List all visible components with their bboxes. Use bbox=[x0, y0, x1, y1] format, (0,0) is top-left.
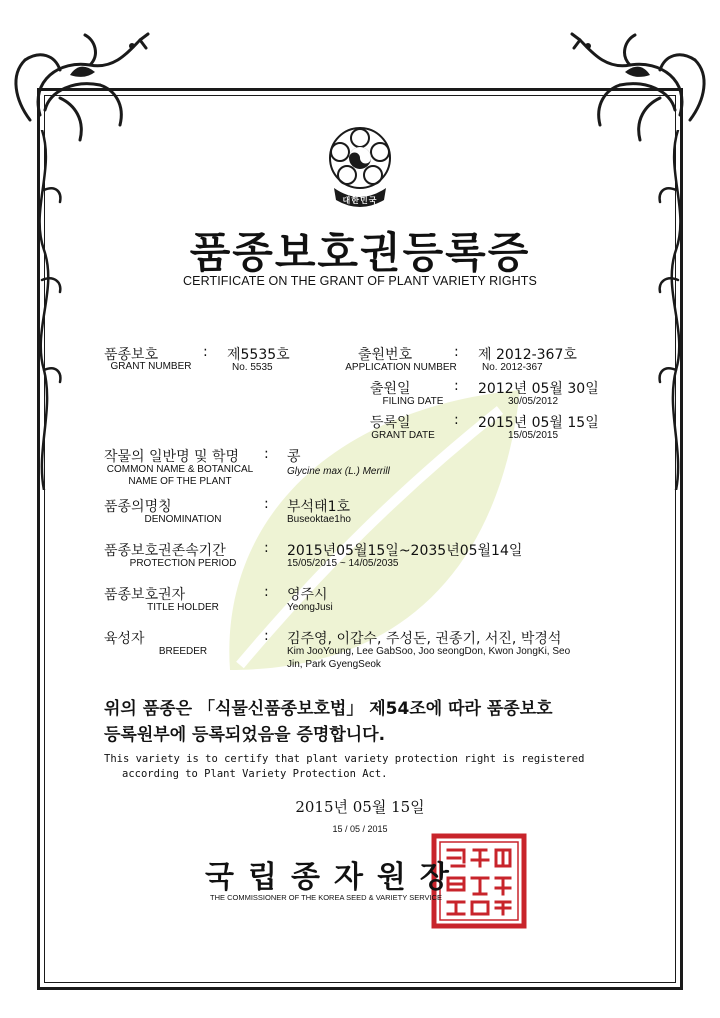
title-holder-value-en: YeongJusi bbox=[287, 602, 333, 613]
breeder-value-en-2: Jin, Park GyengSeok bbox=[287, 659, 381, 670]
protection-period-value-ko: 2015년05월15일~2035년05월14일 bbox=[287, 543, 523, 559]
denomination-value-en: Buseoktae1ho bbox=[287, 514, 351, 525]
grant-date-value-ko: 2015년 05월 15일 bbox=[478, 415, 599, 431]
filing-date-value-en: 30/05/2012 bbox=[508, 396, 559, 407]
title-holder-label-en: TITLE HOLDER bbox=[147, 602, 219, 613]
certification-statement-ko-line-2: 등록원부에 등록되었음을 증명합니다. bbox=[104, 725, 386, 745]
application-number-label-en: APPLICATION NUMBER bbox=[345, 362, 457, 373]
common-name-label-ko: 작물의 일반명 및 학명 bbox=[104, 449, 240, 465]
application-number-value-ko: 제 2012-367호 bbox=[478, 347, 577, 363]
application-number-value-en: No. 2012-367 bbox=[482, 362, 543, 373]
filing-date-label-en: FILING DATE bbox=[382, 396, 444, 407]
title-holder-value-ko: 영주시 bbox=[287, 587, 328, 603]
grant-date-value-en: 15/05/2015 bbox=[508, 430, 559, 441]
protection-period-label-ko: 품종보호권존속기간 bbox=[104, 543, 226, 559]
national-emblem bbox=[318, 118, 402, 216]
breeder-colon: : bbox=[264, 628, 269, 644]
filing-date-colon: : bbox=[454, 378, 459, 394]
denomination-value-ko: 부석태1호 bbox=[287, 499, 351, 515]
title-holder-label-ko: 품종보호권자 bbox=[104, 587, 186, 603]
emblem-ribbon-text: 대한민국 bbox=[342, 196, 378, 205]
filing-date-label-ko: 출원일 bbox=[370, 381, 411, 397]
vine-ornament-left-icon bbox=[30, 130, 70, 490]
issue-date-ko: 2015년 05월 15일 bbox=[295, 798, 425, 816]
denomination-label-en: DENOMINATION bbox=[144, 514, 222, 525]
certification-statement-en-line-2: according to Plant Variety Protection Act. bbox=[122, 768, 388, 780]
phoenix-ornament-left-icon bbox=[0, 20, 150, 150]
common-name-colon: : bbox=[264, 446, 269, 462]
application-number-label-ko: 출원번호 bbox=[358, 347, 413, 363]
common-name-label-en-2: NAME OF THE PLANT bbox=[128, 476, 232, 487]
common-name-label-en-1: COMMON NAME & BOTANICAL bbox=[106, 464, 254, 475]
certification-statement-en-line-1: This variety is to certify that plant variety protection right is registered bbox=[104, 753, 585, 765]
protection-period-value-en: 15/05/2015 ~ 14/05/2035 bbox=[287, 558, 399, 569]
common-name-value-ko: 콩 bbox=[287, 449, 301, 465]
grant-number-value-en: No. 5535 bbox=[232, 362, 273, 373]
grant-date-label-ko: 등록일 bbox=[370, 415, 411, 431]
title-holder-colon: : bbox=[264, 584, 269, 600]
grant-date-colon: : bbox=[454, 412, 459, 428]
grant-number-colon: : bbox=[203, 344, 208, 360]
vine-ornament-right-icon bbox=[650, 130, 690, 490]
issuer-name-en: THE COMMISSIONER OF THE KOREA SEED & VARIETY SERVICE bbox=[210, 893, 442, 902]
certification-statement-ko-line-1: 위의 품종은 「식물신품종보호법」 제54조에 따라 품종보호 bbox=[104, 699, 553, 719]
grant-number-label-en: GRANT NUMBER bbox=[110, 361, 192, 372]
breeder-label-en: BREEDER bbox=[158, 646, 208, 657]
filing-date-value-ko: 2012년 05월 30일 bbox=[478, 381, 599, 397]
certificate-title-en: CERTIFICATE ON THE GRANT OF PLANT VARIETY RIGHTS bbox=[183, 274, 537, 288]
grant-number-label-ko: 품종보호 bbox=[104, 347, 159, 363]
denomination-label-ko: 품종의명칭 bbox=[104, 499, 172, 515]
grant-date-label-en: GRANT DATE bbox=[371, 430, 435, 441]
denomination-colon: : bbox=[264, 496, 269, 512]
breeder-value-ko: 김주영, 이갑수, 주성돈, 권종기, 서진, 박경석 bbox=[287, 631, 562, 647]
breeder-value-en-1: Kim JooYoung, Lee GabSoo, Joo seongDon, Kwon JongKi, Seo bbox=[287, 646, 571, 657]
phoenix-ornament-right-icon bbox=[570, 20, 720, 150]
protection-period-colon: : bbox=[264, 540, 269, 556]
certificate-title-ko: 품종보호권등록증 bbox=[189, 228, 531, 277]
issue-date-en: 15 / 05 / 2015 bbox=[332, 824, 388, 834]
common-name-value-en: Glycine max (L.) Merrill bbox=[287, 466, 390, 477]
protection-period-label-en: PROTECTION PERIOD bbox=[129, 558, 237, 569]
breeder-label-ko: 육성자 bbox=[104, 631, 145, 647]
issuer-name-ko: 국립종자원장 bbox=[205, 860, 463, 895]
grant-number-value-ko: 제5535호 bbox=[227, 347, 290, 363]
application-number-colon: : bbox=[454, 344, 459, 360]
